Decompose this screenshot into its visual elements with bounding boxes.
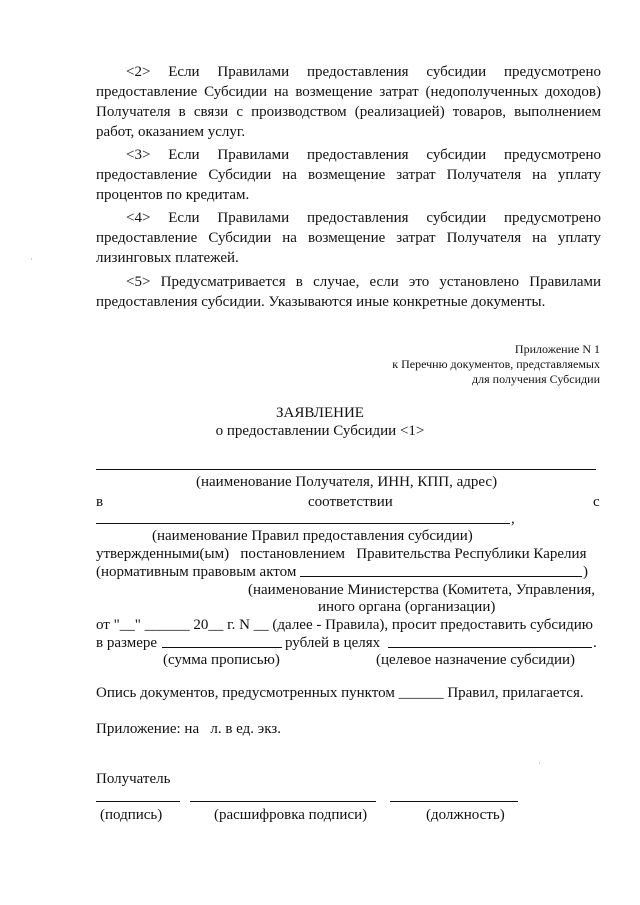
date-line: от "__" ______ 20__ г. N __ (далее - Правила), просит предоставить субсидию: [96, 617, 593, 633]
attachment-text: Приложение: на л. в ед. экз.: [96, 721, 281, 737]
normative-act-blank-line[interactable]: [300, 576, 582, 577]
footnote-2: <2> Если Правилами предоставления субсидии предусмотрено предоставление Субсидии на возмещение затрат (недополученных доходов) Получателя в связи с производством (реализацией) товаров, выполнением работ, оказанием услуг.: [96, 64, 601, 140]
normative-prefix: (нормативным правовым актом: [96, 564, 297, 580]
position-blank-line[interactable]: [390, 801, 518, 802]
amount-prefix: в размере: [96, 635, 158, 651]
footnote-4: <4> Если Правилами предоставления субсидии предусмотрено предоставление Субсидии на возмещение затрат Получателя на уплату лизинговых платежей.: [96, 210, 601, 266]
sum-caption: (сумма прописью): [163, 652, 280, 668]
rules-blank-line[interactable]: [96, 523, 510, 524]
signature-blank-line[interactable]: [96, 801, 180, 802]
amount-mid: рублей в целях: [285, 635, 381, 651]
purpose-caption: (целевое назначение субсидии): [376, 652, 576, 668]
appendix-reference: к Перечню документов, представляемых: [392, 357, 600, 371]
rules-comma: ,: [511, 511, 515, 527]
decode-blank-line[interactable]: [190, 801, 376, 802]
position-caption: (должность): [426, 807, 505, 823]
purpose-blank-line[interactable]: [388, 647, 592, 648]
recipient-label: Получатель: [96, 771, 171, 787]
in-word: в: [96, 494, 104, 510]
rules-caption: (наименование Правил предоставления субсидии): [152, 528, 473, 544]
appendix-purpose: для получения Субсидии: [472, 372, 600, 386]
inventory-text: Опись документов, предусмотренных пунктом ______ Правил, прилагается.: [96, 685, 584, 701]
amount-blank-line[interactable]: [162, 647, 282, 648]
normative-close: ): [583, 564, 588, 580]
document-title: ЗАЯВЛЕНИЕ: [276, 405, 364, 421]
amount-end: .: [593, 635, 597, 651]
ministry-caption-line2: иного органа (организации): [318, 599, 496, 615]
sign-caption: (подпись): [100, 807, 163, 823]
footnote-3: <3> Если Правилами предоставления субсидии предусмотрено предоставление Субсидии на возмещение затрат Получателя на уплату процентов по кредитам.: [96, 147, 601, 203]
ministry-caption-line1: (наименование Министерства (Комитета, Управления,: [248, 582, 595, 598]
document-subtitle: о предоставлении Субсидии <1>: [215, 423, 425, 439]
scan-speck: ·: [30, 254, 33, 264]
accordance-word: соответствии: [308, 494, 393, 510]
with-word: с: [593, 494, 600, 510]
appendix-number: Приложение N 1: [514, 342, 600, 356]
decode-caption: (расшифровка подписи): [214, 807, 368, 823]
recipient-blank-line[interactable]: [96, 469, 596, 470]
scan-speck: ·: [538, 758, 541, 768]
approved-line: утвержденными(ым) постановлением Правительства Республики Карелия: [96, 546, 587, 562]
recipient-caption: (наименование Получателя, ИНН, КПП, адрес): [196, 474, 498, 490]
footnote-5: <5> Предусматривается в случае, если это установлено Правилами предоставления субсидии. Указываются иные конкретные документы.: [96, 274, 601, 310]
